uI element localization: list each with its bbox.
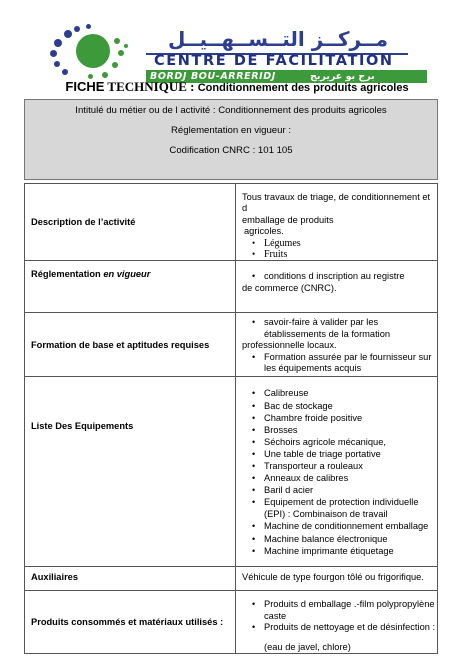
formation-item1-c: professionnelle locaux. bbox=[242, 340, 337, 351]
title-separator: : bbox=[186, 79, 198, 94]
formation-list bbox=[242, 317, 437, 340]
list-item: • Produits de nettoyage et de désinfection : bbox=[242, 622, 437, 633]
list-item bbox=[242, 496, 437, 520]
list-item: • Une table de triage portative bbox=[242, 448, 437, 460]
reglementation-item-cont: de commerce (CNRC). bbox=[242, 282, 337, 293]
reglementation-label-a: Réglementation bbox=[31, 269, 104, 280]
reglementation-label bbox=[25, 261, 236, 313]
produits-item1-b: caste bbox=[264, 610, 287, 621]
header-line1: Intitulé du métier ou de l activité : Conditionnement des produits agricoles bbox=[75, 105, 387, 116]
auxiliaires-value: Véhicule de type fourgon tôlé ou frigorifique. bbox=[236, 567, 438, 591]
produits-label: Produits consommés et matériaux utilisés : bbox=[25, 591, 236, 654]
list-item: • conditions d inscription au registre bbox=[242, 271, 437, 282]
logo-dots-icon bbox=[50, 26, 134, 84]
logo-location: BORDJ BOU-ARRERIDJ bbox=[150, 71, 276, 82]
list-item: • Transporteur a rouleaux bbox=[242, 460, 437, 472]
header-box bbox=[24, 99, 438, 180]
description-text2: emballage de produits bbox=[242, 214, 334, 225]
equipements-epi-cont: (EPI) : Combinaison de travail bbox=[264, 509, 388, 520]
equipements-value bbox=[236, 377, 438, 567]
list-item: • Séchoirs agricole mécanique, bbox=[242, 436, 437, 448]
logo-location-arabic: برج بو عريريج bbox=[310, 71, 375, 82]
produits-list bbox=[242, 599, 437, 633]
list-item: • Fruits bbox=[242, 249, 437, 260]
formation-value bbox=[236, 313, 438, 377]
formation-label: Formation de base et aptitudes requises bbox=[25, 313, 236, 377]
list-item: • Anneaux de calibres bbox=[242, 472, 437, 484]
formation-list-2 bbox=[242, 352, 437, 375]
formation-item1-b: établissements de la formation bbox=[264, 328, 391, 339]
title-part2: TECHNIQUE bbox=[104, 79, 187, 94]
equipements-list bbox=[242, 387, 437, 556]
list-item: • Brosses bbox=[242, 424, 437, 436]
description-text1: Tous travaux de triage, de conditionnement et d bbox=[242, 192, 431, 214]
table-row bbox=[25, 377, 438, 567]
list-item bbox=[242, 317, 437, 340]
title-part3: Conditionnement des produits agricoles bbox=[197, 82, 409, 94]
list-item: • Calibreuse bbox=[242, 387, 437, 399]
list-item: • Chambre froide positive bbox=[242, 412, 437, 424]
reglementation-value bbox=[236, 261, 438, 313]
table-row bbox=[25, 313, 438, 377]
header-line2: Réglementation en vigueur : bbox=[171, 125, 291, 136]
page-title bbox=[0, 79, 474, 95]
formation-item2-a: • Formation assurée par le fournisseur sur bbox=[264, 351, 432, 362]
table-row bbox=[25, 591, 438, 654]
produits-note: (eau de javel, chlore) bbox=[264, 641, 351, 652]
formation-item1-a: • savoir-faire à valider par les bbox=[264, 317, 379, 328]
description-value bbox=[236, 184, 438, 261]
produits-value bbox=[236, 591, 438, 654]
table-row bbox=[25, 184, 438, 261]
description-label: Description de l’activité bbox=[25, 184, 236, 261]
list-item: • Machine imprimante étiquetage bbox=[242, 545, 437, 557]
formation-item2-b: les équipements acquis bbox=[264, 363, 362, 374]
list-item: • Baril d acier bbox=[242, 484, 437, 496]
reglementation-list bbox=[242, 271, 437, 282]
table-row bbox=[25, 261, 438, 313]
equipements-label: Liste Des Equipements bbox=[25, 377, 236, 567]
info-table bbox=[24, 183, 438, 654]
list-item: • Légumes bbox=[242, 238, 437, 249]
header-line3: Codification CNRC : 101 105 bbox=[169, 145, 293, 156]
logo-name: CENTRE DE FACILITATION bbox=[154, 53, 394, 69]
produits-item1-a: • Produits d emballage .-film polypropylène bbox=[264, 599, 435, 610]
auxiliaires-label: Auxiliaires bbox=[25, 567, 236, 591]
logo-arabic-title: مــركــز التــســهــيــل bbox=[168, 27, 388, 51]
equipements-epi: • Equipement de protection individuelle bbox=[264, 497, 419, 508]
table-row bbox=[25, 567, 438, 591]
logo bbox=[50, 26, 430, 84]
list-item: • Bac de stockage bbox=[242, 400, 437, 412]
list-item bbox=[242, 352, 437, 375]
list-item: • Machine balance électronique bbox=[242, 533, 437, 545]
list-item bbox=[242, 599, 437, 622]
description-list bbox=[242, 238, 437, 261]
description-text3: agricoles. bbox=[244, 226, 284, 237]
list-item: • Machine de conditionnement emballage bbox=[242, 520, 437, 532]
reglementation-label-b: en vigueur bbox=[103, 269, 151, 280]
title-part1: FICHE bbox=[65, 79, 105, 94]
